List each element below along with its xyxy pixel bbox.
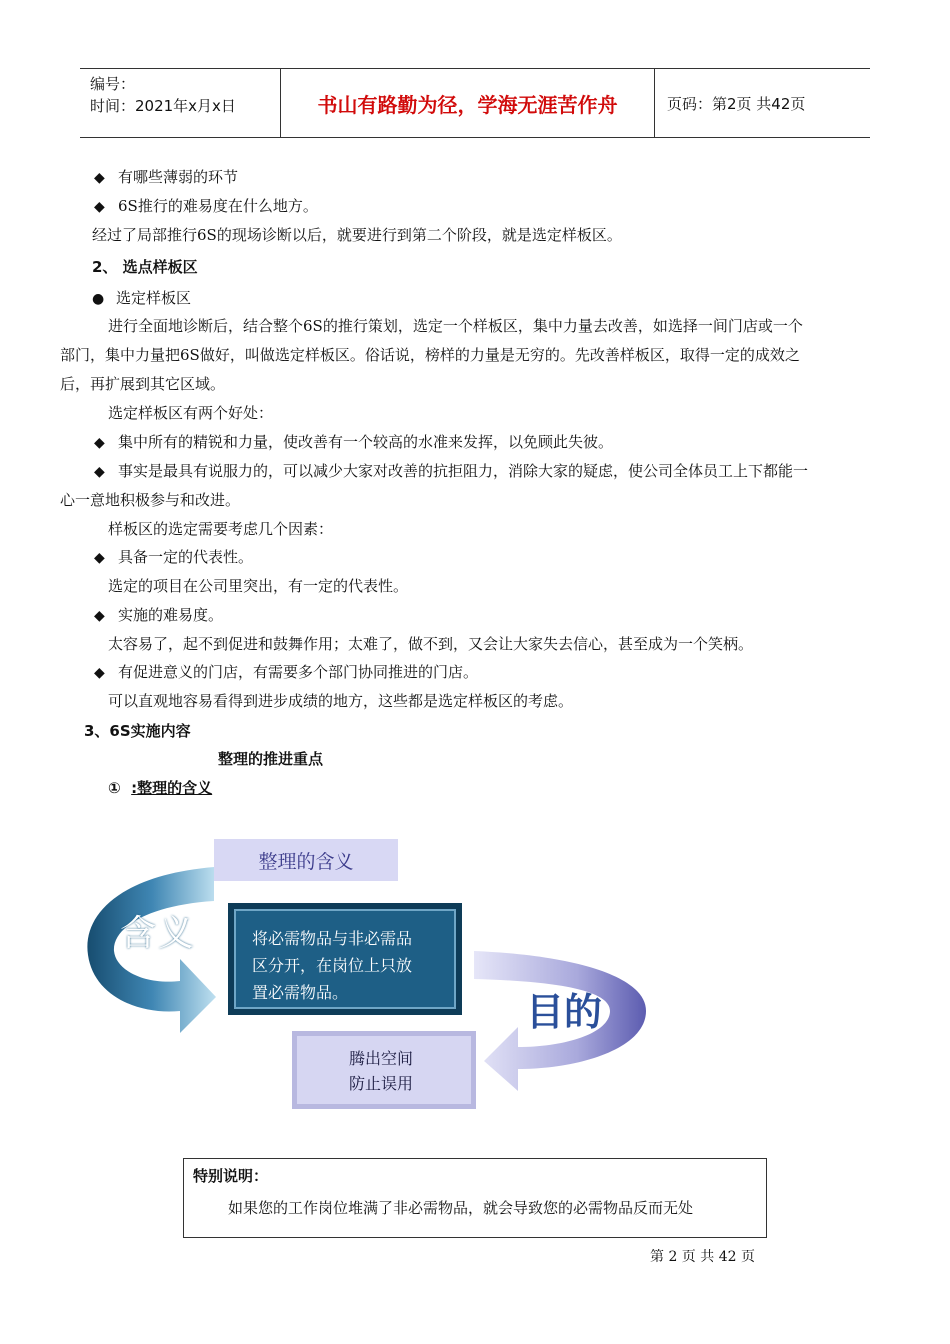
header-page-info: 页码：第2页 共42页 xyxy=(667,94,806,113)
number-label: 编号： xyxy=(90,75,136,93)
paragraph: 经过了局部推行6S的现场诊断以后，就要进行到第二个阶段，就是选定样板区。 xyxy=(92,226,622,244)
dot-item: ● 选定样板区 xyxy=(92,287,191,310)
diamond-bullet-icon: ◆ xyxy=(94,608,105,624)
diamond-bullet-icon: ◆ xyxy=(94,199,105,215)
purpose-box: 腾出空间 防止误用 xyxy=(292,1031,476,1109)
bullet-item: ◆ 实施的难易度。 xyxy=(94,604,223,627)
header-table xyxy=(80,68,870,138)
paragraph-line: 后，再扩展到其它区域。 xyxy=(60,375,226,393)
dot-bullet-icon: ● xyxy=(92,291,105,307)
paragraph-line: 部门，集中力量把6S做好，叫做选定样板区。俗话说，榜样的力量是无穷的。先改善样板区，取得一定的成效之 xyxy=(60,346,800,364)
subsection-heading: 整理的推进重点 xyxy=(218,750,324,768)
diamond-bullet-icon: ◆ xyxy=(94,435,105,451)
bullet-item: ◆ 有促进意义的门店，有需要多个部门协同推进的门店。 xyxy=(94,661,478,684)
subsection-title: :整理的含义 xyxy=(131,779,213,797)
bullet-item: ◆ 事实是最具有说服力的，可以减少大家对改善的抗拒阻力，消除大家的疑虑，使公司全体员工上下都能一 xyxy=(94,460,808,483)
bullet-item: ◆ 6S推行的难易度在什么地方。 xyxy=(94,195,318,218)
time-label: 时间：2021年x月x日 xyxy=(90,97,236,115)
note-title: 特别说明： xyxy=(193,1167,269,1185)
paragraph: 样板区的选定需要考虑几个因素： xyxy=(108,520,334,538)
subsection-item xyxy=(108,777,212,799)
paragraph: 选定样板区有两个好处： xyxy=(108,404,274,422)
bullet-item: ◆ 具备一定的代表性。 xyxy=(94,546,253,569)
meaning-box: 将必需物品与非必需品 区分开，在岗位上只放 置必需物品。 xyxy=(228,903,462,1015)
diamond-bullet-icon: ◆ xyxy=(94,550,105,566)
header-meta xyxy=(80,69,281,137)
meaning-diagram xyxy=(80,835,680,1125)
diagram-title-box: 整理的含义 xyxy=(214,839,398,881)
paragraph-line: 进行全面地诊断后，结合整个6S的推行策划，选定一个样板区，集中力量去改善，如选择一间门店或一个 xyxy=(108,317,803,335)
diamond-bullet-icon: ◆ xyxy=(94,170,105,186)
bullet-item: ◆ 集中所有的精锐和力量，使改善有一个较高的水准来发挥，以免顾此失彼。 xyxy=(94,431,613,454)
diamond-bullet-icon: ◆ xyxy=(94,464,105,480)
section-heading: 3、6S实施内容 xyxy=(84,722,191,740)
purpose-word: 目的 xyxy=(526,990,603,1034)
meaning-word: 含义 xyxy=(120,913,197,954)
page-footer: 第 2 页 共 42 页 xyxy=(650,1249,755,1265)
paragraph: 太容易了，起不到促进和鼓舞作用；太难了，做不到，又会让大家失去信心，甚至成为一个笑柄。 xyxy=(108,635,754,653)
header-motto: 书山有路勤为径，学海无涯苦作舟 xyxy=(281,69,655,137)
paragraph: 选定的项目在公司里突出，有一定的代表性。 xyxy=(108,577,409,595)
section-heading: 2、 选点样板区 xyxy=(92,258,198,276)
paragraph-line: 心一意地积极参与和改进。 xyxy=(60,491,241,509)
bullet-item: ◆ 有哪些薄弱的环节 xyxy=(94,166,238,189)
circled-number: ① xyxy=(108,779,121,797)
note-body: 如果您的工作岗位堆满了非必需物品，就会导致您的必需物品反而无处 xyxy=(228,1199,694,1217)
special-note-box xyxy=(183,1158,767,1238)
diamond-bullet-icon: ◆ xyxy=(94,665,105,681)
paragraph: 可以直观地容易看得到进步成绩的地方，这些都是选定样板区的考虑。 xyxy=(108,692,574,710)
